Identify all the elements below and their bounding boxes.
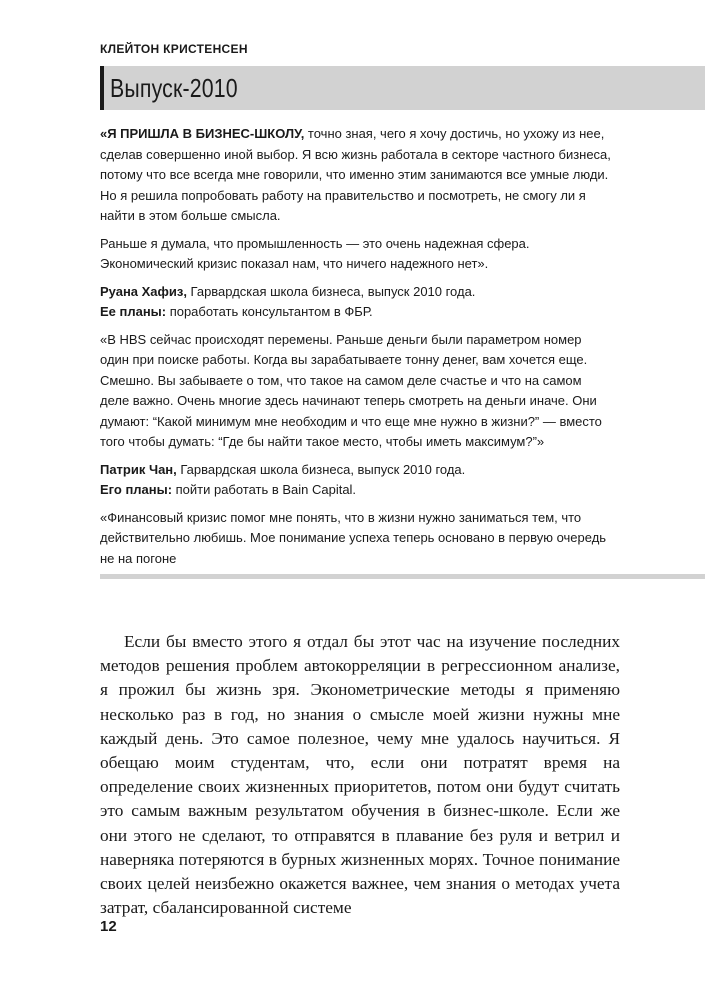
plans-2 [100,480,612,501]
running-head: КЛЕЙТОН КРИСТЕНСЕН [100,42,248,56]
plans-1-text: поработать консультантом в ФБР. [166,304,373,319]
body-paragraph: Если бы вместо этого я отдал бы этот час на изучение последних методов решения проблем автокорреляции в регрессионном анализе, я прожил бы жизнь зря. Эконометрические методы я применяю несколько раз в год, но знания о смысле моей жизни нужны мне каждый день. Это самое полезное, чему мне удалось научиться. Я обещаю моим студентам, что, если они потратят время на определение своих жизненных приоритетов, потом они будут считать это самым важным результатом обучения в бизнес-школе. Если же они этого не сделают, то отправятся в плавание без руля и ветрил и наверняка потеряются в бурных жизненных морях. Точное понимание своих целей неизбежно окажется важнее, чем знания о методах учета затрат, сбалансированной системе [100,632,620,918]
attribution-1-name: Руана Хафиз, [100,283,187,299]
sidebar-box [100,124,612,576]
quote-2: «В HBS сейчас происходят перемены. Раньше деньги были параметром номер один при поиске работы. Когда вы зарабатываете тонну денег, вам хочется еще. Смешно. Вы забываете о том, что такое на самом деле счастье и что на самом деле важно. Очень многие здесь начинают теперь смотреть на деньги иначе. Они думают: “Какой минимум мне необходим и что еще мне нужно в жизни?” — вместо того чтобы думать: “Где бы найти такое место, чтобы иметь максимум?”» [100,331,602,449]
body-text [100,630,620,920]
sidebar-title: Выпуск-2010 [110,73,238,103]
attribution-2 [100,460,612,481]
attribution-1-affiliation: Гарвардская школа бизнеса, выпуск 2010 года. [186,283,476,299]
sidebar-bottom-rule [100,574,705,579]
quote-1 [100,124,612,227]
page-number: 12 [100,918,117,935]
attribution-2-affiliation: Гарвардская школа бизнеса, выпуск 2010 года. [176,461,466,477]
plans-2-label: Его планы: [100,482,173,497]
plans-1-label: Ее планы: [100,304,167,319]
quote-1-lead: «Я ПРИШЛА В БИЗНЕС-ШКОЛУ, [100,126,305,141]
quote-1-text: точно зная, чего я хочу достичь, но ухожу из нее, сделав совершенно иной выбор. Я всю жизнь работала в секторе частного бизнеса, потому что все всегда мне говорили, что именно этим занимаются все умные люди. Но я решила попробовать работу на правительство и посмотреть, не смогу ли я найти в этом больше смысла. [100,126,611,223]
attribution-2-name: Патрик Чан, [100,461,177,477]
title-bar-accent [100,66,104,110]
quote-3: «Финансовый кризис помог мне понять, что в жизни нужно заниматься тем, что действительно любишь. Мое понимание успеха теперь основано в первую очередь не на погоне [100,509,607,566]
plans-2-text: пойти работать в Bain Capital. [172,482,357,497]
plans-1 [100,302,612,323]
sidebar-title-bar [100,66,705,110]
attribution-1 [100,282,612,303]
quote-1-continued: Раньше я думала, что промышленность — это очень надежная сфера. Экономический кризис показал нам, что ничего надежного нет». [100,235,530,271]
